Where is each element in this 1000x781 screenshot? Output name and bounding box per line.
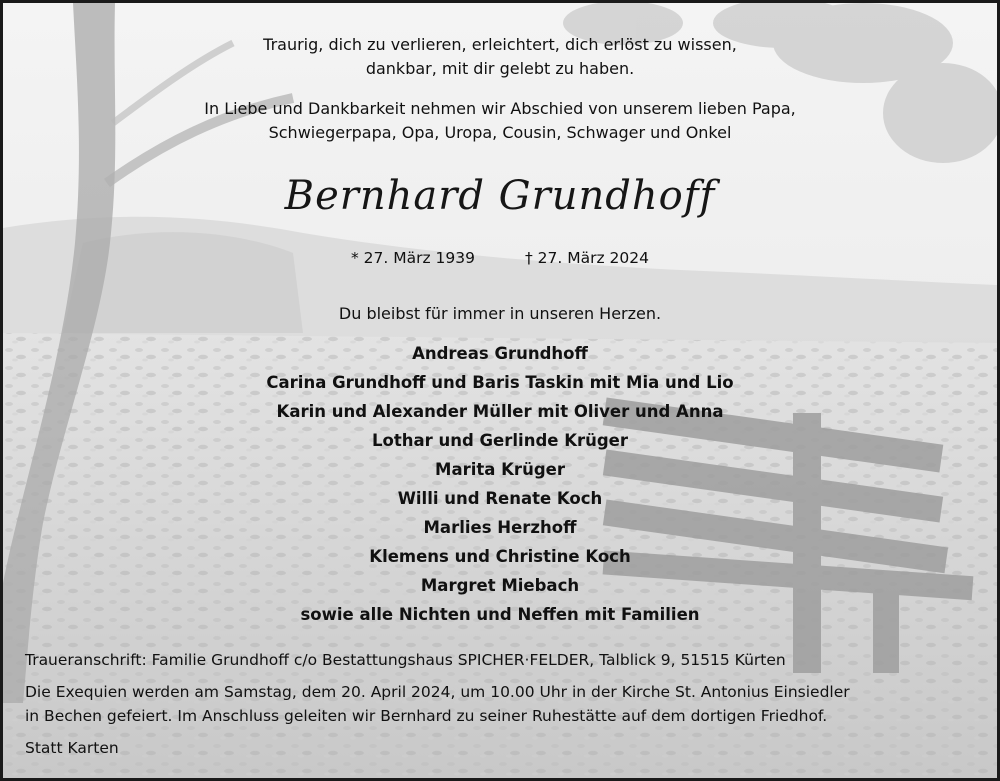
intro-line-1: Traurig, dich zu verlieren, erleichtert, dich erlöst zu wissen, <box>263 35 737 54</box>
mourner-line: Willi und Renate Koch <box>397 489 603 508</box>
death-date: † 27. März 2024 <box>525 249 650 267</box>
farewell-line-2: Schwiegerpapa, Opa, Uropa, Cousin, Schwager und Onkel <box>268 123 732 142</box>
mourner-line: Margret Miebach <box>420 576 580 595</box>
deceased-name: Bernhard Grundhoff <box>284 173 716 219</box>
mourner-line: sowie alle Nichten und Neffen mit Familien <box>300 605 700 624</box>
service-line-2: in Bechen gefeiert. Im Anschluss geleiten wir Bernhard zu seiner Ruhestätte auf dem dortigen Friedhof. <box>25 707 828 725</box>
mourner-line: Andreas Grundhoff <box>412 344 588 363</box>
mourner-line: Carina Grundhoff und Baris Taskin mit Mia und Lio <box>266 373 734 392</box>
mourning-address: Traueranschrift: Familie Grundhoff c/o Bestattungshaus SPICHER·FELDER, Talblick 9, 51515 Kürten <box>25 651 786 669</box>
mourner-line: Marita Krüger <box>435 460 565 479</box>
notice-content <box>3 3 997 778</box>
mourner-line: Marlies Herzhoff <box>423 518 577 537</box>
intro-line-2: dankbar, mit dir gelebt zu haben. <box>365 59 635 78</box>
motto: Du bleibst für immer in unseren Herzen. <box>338 304 662 323</box>
mourner-line: Lothar und Gerlinde Krüger <box>371 431 629 450</box>
mourner-line: Klemens und Christine Koch <box>369 547 631 566</box>
farewell-line-1: In Liebe und Dankbarkeit nehmen wir Abschied von unserem lieben Papa, <box>204 99 796 118</box>
birth-date: * 27. März 1939 <box>350 249 475 267</box>
closing-note: Statt Karten <box>25 739 119 757</box>
life-dates <box>3 249 997 267</box>
service-line-1: Die Exequien werden am Samstag, dem 20. April 2024, um 10.00 Uhr in der Kirche St. Antonius Einsiedler <box>25 683 850 701</box>
mourners-list <box>3 339 997 629</box>
mourner-line: Karin und Alexander Müller mit Oliver und Anna <box>276 402 724 421</box>
